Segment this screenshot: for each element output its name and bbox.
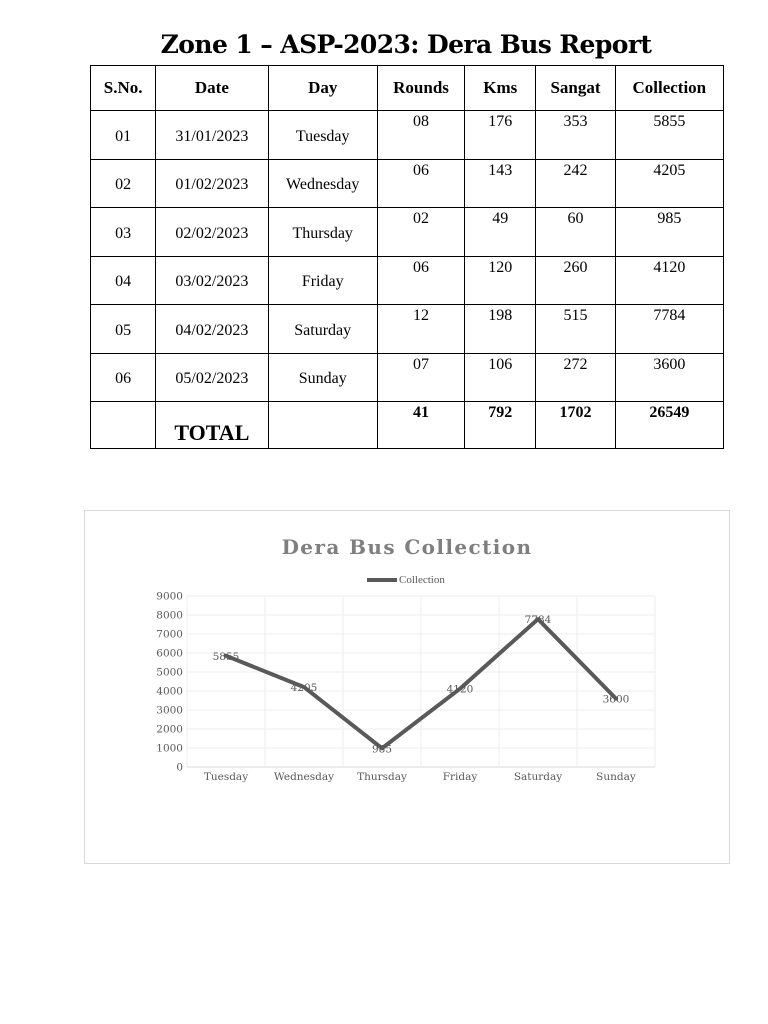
cell-date: 05/02/2023 [156,353,268,402]
x-tick-label: Saturday [513,771,563,783]
header-day: Day [268,66,377,111]
table-row [91,208,724,257]
table-row [91,305,724,354]
data-label: 5855 [212,650,240,663]
data-label: 985 [371,743,393,756]
y-tick-label: 5000 [156,666,183,679]
y-tick-label: 1000 [156,742,183,755]
cell-day: Saturday [268,305,377,354]
cell-sno: 06 [91,353,156,402]
y-tick-label: 3000 [156,704,183,717]
y-tick-label: 2000 [156,723,183,736]
data-label: 7784 [524,614,552,627]
cell-collection: 4120 [615,256,723,305]
cell-collection: 985 [615,208,723,257]
cell-collection: 7784 [615,305,723,354]
cell-day: Friday [268,256,377,305]
cell-sno: 03 [91,208,156,257]
cell-collection: 4205 [615,159,723,208]
cell-rounds: 08 [377,111,464,160]
cell-sno: 02 [91,159,156,208]
total-kms: 792 [465,402,536,449]
total-collection: 26549 [615,402,723,449]
total-label: TOTAL [156,402,268,449]
cell-date: 03/02/2023 [156,256,268,305]
header-kms: Kms [465,66,536,111]
cell-sno: 01 [91,111,156,160]
cell-date: 02/02/2023 [156,208,268,257]
table-row [91,256,724,305]
cell-sangat: 60 [536,208,615,257]
cell-rounds: 06 [377,159,464,208]
cell-kms: 143 [465,159,536,208]
cell-sangat: 353 [536,111,615,160]
cell-kms: 120 [465,256,536,305]
cell-kms: 106 [465,353,536,402]
x-tick-label: Friday [442,771,478,783]
cell-total-empty [91,402,156,449]
chart-title: Dera Bus Collection [281,535,533,559]
report-title: Zone 1 – ASP-2023: Dera Bus Report [160,30,652,59]
cell-sno: 04 [91,256,156,305]
y-tick-label: 0 [176,761,183,774]
header-date: Date [156,66,268,111]
table-header-row [91,66,724,111]
x-tick-label: Thursday [357,771,407,783]
cell-day: Wednesday [268,159,377,208]
table-row [91,111,724,160]
y-tick-label: 9000 [156,590,183,603]
total-rounds: 41 [377,402,464,449]
cell-date: 04/02/2023 [156,305,268,354]
cell-date: 01/02/2023 [156,159,268,208]
cell-kms: 198 [465,305,536,354]
cell-rounds: 07 [377,353,464,402]
table-total-row [91,402,724,449]
cell-sangat: 272 [536,353,615,402]
total-sangat: 1702 [536,402,615,449]
x-tick-label: Sunday [596,771,636,783]
cell-sno: 05 [91,305,156,354]
cell-sangat: 260 [536,256,615,305]
header-collection: Collection [615,66,723,111]
data-label: 4205 [290,682,318,695]
header-sangat: Sangat [536,66,615,111]
cell-day: Sunday [268,353,377,402]
cell-collection: 3600 [615,353,723,402]
cell-collection: 5855 [615,111,723,160]
x-tick-label: Tuesday [203,771,249,783]
cell-sangat: 515 [536,305,615,354]
x-tick-label: Wednesday [273,771,335,783]
cell-date: 31/01/2023 [156,111,268,160]
y-tick-label: 4000 [156,685,183,698]
cell-total-empty [268,402,377,449]
y-tick-label: 6000 [156,647,183,660]
header-sno: S.No. [91,66,156,111]
cell-rounds: 06 [377,256,464,305]
header-rounds: Rounds [377,66,464,111]
line-chart [85,511,729,863]
cell-day: Tuesday [268,111,377,160]
table-row [91,353,724,402]
cell-rounds: 02 [377,208,464,257]
report-table [90,65,724,449]
cell-sangat: 242 [536,159,615,208]
data-label: 4120 [446,683,474,696]
legend-label: Collection [399,574,445,586]
y-tick-label: 8000 [156,609,183,622]
chart-container [84,510,730,864]
cell-kms: 49 [465,208,536,257]
data-label: 3600 [602,693,630,706]
y-tick-label: 7000 [156,628,183,641]
cell-kms: 176 [465,111,536,160]
cell-rounds: 12 [377,305,464,354]
table-row [91,159,724,208]
cell-day: Thursday [268,208,377,257]
